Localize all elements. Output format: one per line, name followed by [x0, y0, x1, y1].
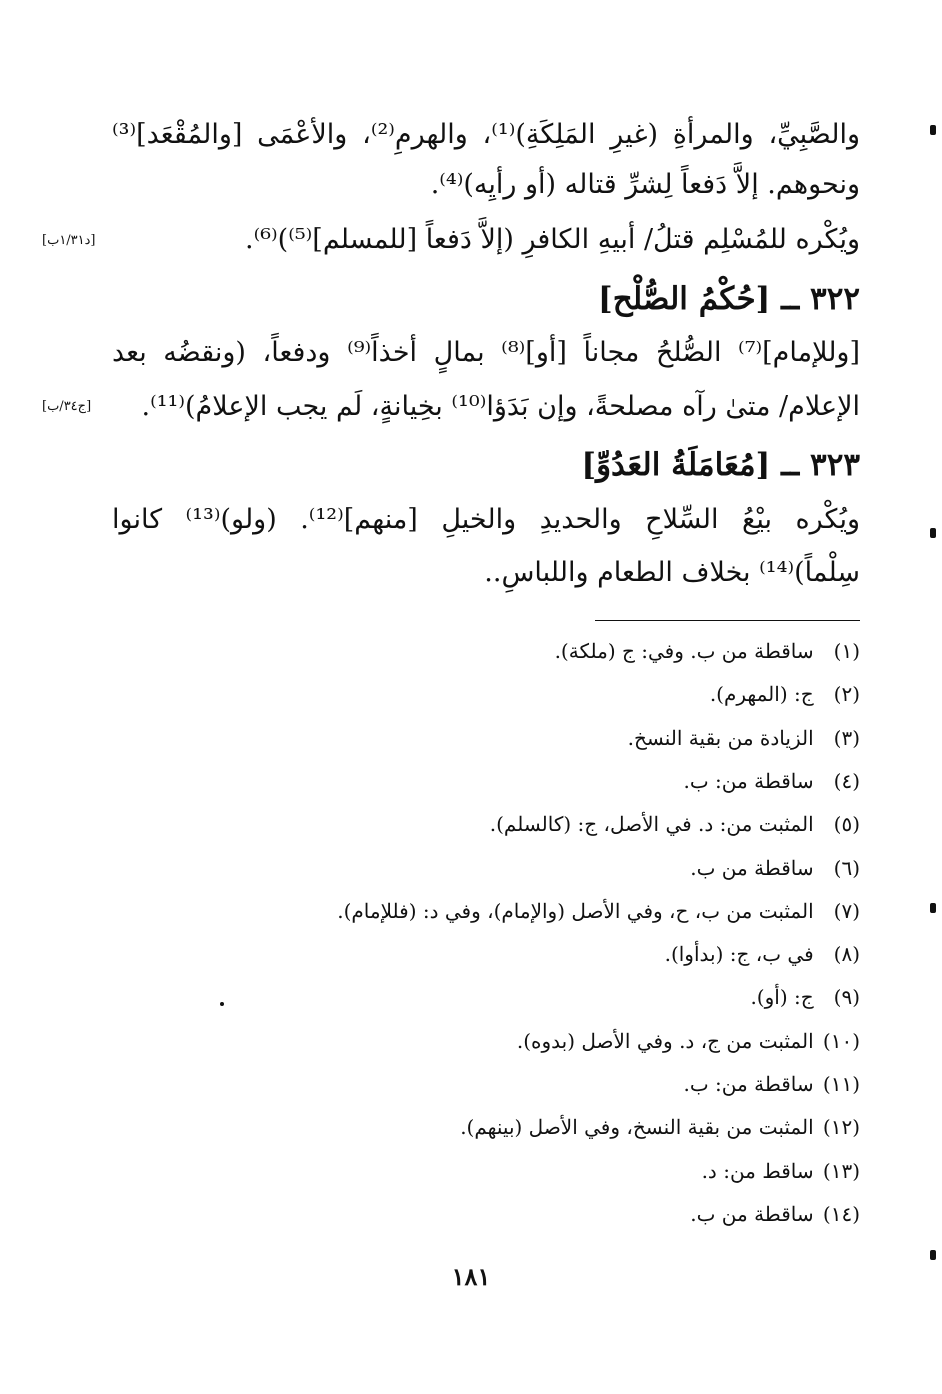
footnote — [555, 636, 860, 666]
footnote — [690, 853, 860, 883]
edge-mark — [930, 1250, 936, 1260]
footnote-number: (٢) — [833, 682, 860, 707]
footnote-number: (٤) — [833, 768, 860, 793]
footnote-number: (٦) — [833, 855, 860, 880]
footnote-text: ساقطة من ب. وفي: ج (ملكة). — [554, 639, 814, 663]
page-speck — [220, 1002, 224, 1006]
footnote — [710, 679, 860, 709]
footnote-number: (١٤) — [822, 1201, 860, 1226]
footnote-text: ساقطة من ب. — [690, 1201, 814, 1226]
footnote-text: المثبت من بقية النسخ، وفي الأصل (بينهم). — [460, 1115, 814, 1140]
margin-note-1: [د١/٣١ب] — [42, 233, 96, 248]
margin-note-2: [ج٣٤/ب] — [42, 399, 92, 414]
footnote-number: (١) — [833, 639, 860, 663]
footnote-number: (٨) — [833, 942, 860, 967]
footnote — [665, 939, 860, 969]
body-line-7: سِلْماً)⁽¹⁴⁾ بخلاف الطعام واللباسِ.. — [484, 557, 860, 588]
edge-mark — [930, 903, 936, 913]
footnote-text: ج: (أو). — [750, 985, 814, 1010]
section-heading-323: ٣٢٣ ــ [مُعَامَلَةُ العَدُوِّ] — [581, 447, 860, 483]
footnote — [490, 809, 860, 839]
footnote-text: المثبت من ج، د. وفي الأصل (بدوه). — [516, 1028, 814, 1053]
footnote-number: (٥) — [833, 812, 860, 837]
footnote-number: (١١) — [822, 1072, 860, 1096]
footnote — [460, 1112, 860, 1142]
section-heading-322: ٣٢٢ ــ [حُكْمُ الصُّلْح] — [598, 281, 860, 317]
footnote — [690, 1199, 860, 1229]
edge-mark — [930, 125, 936, 135]
footnote-text: ساقطة من ب. — [690, 855, 814, 880]
footnote-text: في ب، ج: (بدأوا). — [664, 942, 814, 967]
body-line-3: ويُكْره للمُسْلِم قتلُ/ أبيهِ الكافرِ (إلاَّ دَفعاً [للمسلم]⁽⁵⁾)⁽⁶⁾. — [244, 224, 860, 255]
footnote — [628, 723, 860, 753]
footnote — [702, 1156, 860, 1186]
footnote — [684, 766, 860, 796]
footnote-separator — [595, 620, 860, 621]
body-line-1: والصَّبِيِّ، والمرأةِ (غيرِ المَلِكَةِ)⁽¹⁾، والهرمِ⁽²⁾، والأعْمَى [والمُقْعَد]⁽³⁾ — [112, 119, 860, 150]
page-number: ١٨١ — [451, 1262, 491, 1291]
footnote-number: (١٢) — [822, 1115, 860, 1140]
footnote-text: ساقطة من: ب. — [683, 768, 814, 793]
footnote — [337, 896, 860, 926]
body-line-5: الإعلام/ متىٰ رآه مصلحةً، وإن بَدَؤا⁽¹⁰⁾ بخِيانةٍ، لَم يجب الإعلامُ)⁽¹¹⁾. — [141, 391, 860, 422]
edge-mark — [930, 528, 936, 538]
footnote — [517, 1026, 860, 1056]
body-line-6: ويُكْره بيْعُ السِّلاحِ والحديدِ والخيلِ [منهم]⁽¹²⁾. (ولو)⁽¹³⁾ كانوا — [112, 504, 861, 535]
footnote-number: (٩) — [833, 985, 860, 1010]
footnote-text: المثبت من ب، ح، وفي الأصل (والإمام)، وفي د: (فللإمام). — [337, 898, 814, 923]
footnote-text: ساقط من: د. — [701, 1158, 814, 1183]
footnote-text: الزيادة من بقية النسخ. — [627, 725, 814, 750]
footnote-text: ساقطة من: ب. — [683, 1072, 814, 1096]
footnote-number: (٧) — [833, 898, 860, 923]
footnote-number: (٣) — [833, 725, 860, 750]
footnote-number: (١٠) — [822, 1028, 860, 1053]
body-line-4: [وللإمام]⁽⁷⁾ الصُّلحُ مجاناً [أو]⁽⁸⁾ بمالٍ أخذاً⁽⁹⁾ ودفعاً، (ونقضُه بعد — [112, 337, 860, 368]
footnote — [684, 1069, 860, 1099]
body-line-2: ونحوهم. إلاَّ دَفعاً لِشرِّ قتاله (أو رأيِه)⁽⁴⁾. — [430, 169, 860, 200]
footnote-text: ج: (المهرم). — [709, 682, 814, 707]
footnote-number: (١٣) — [822, 1158, 860, 1183]
footnote — [750, 982, 860, 1012]
footnote-text: المثبت من: د. في الأصل، ج: (كالسلم). — [489, 812, 814, 837]
